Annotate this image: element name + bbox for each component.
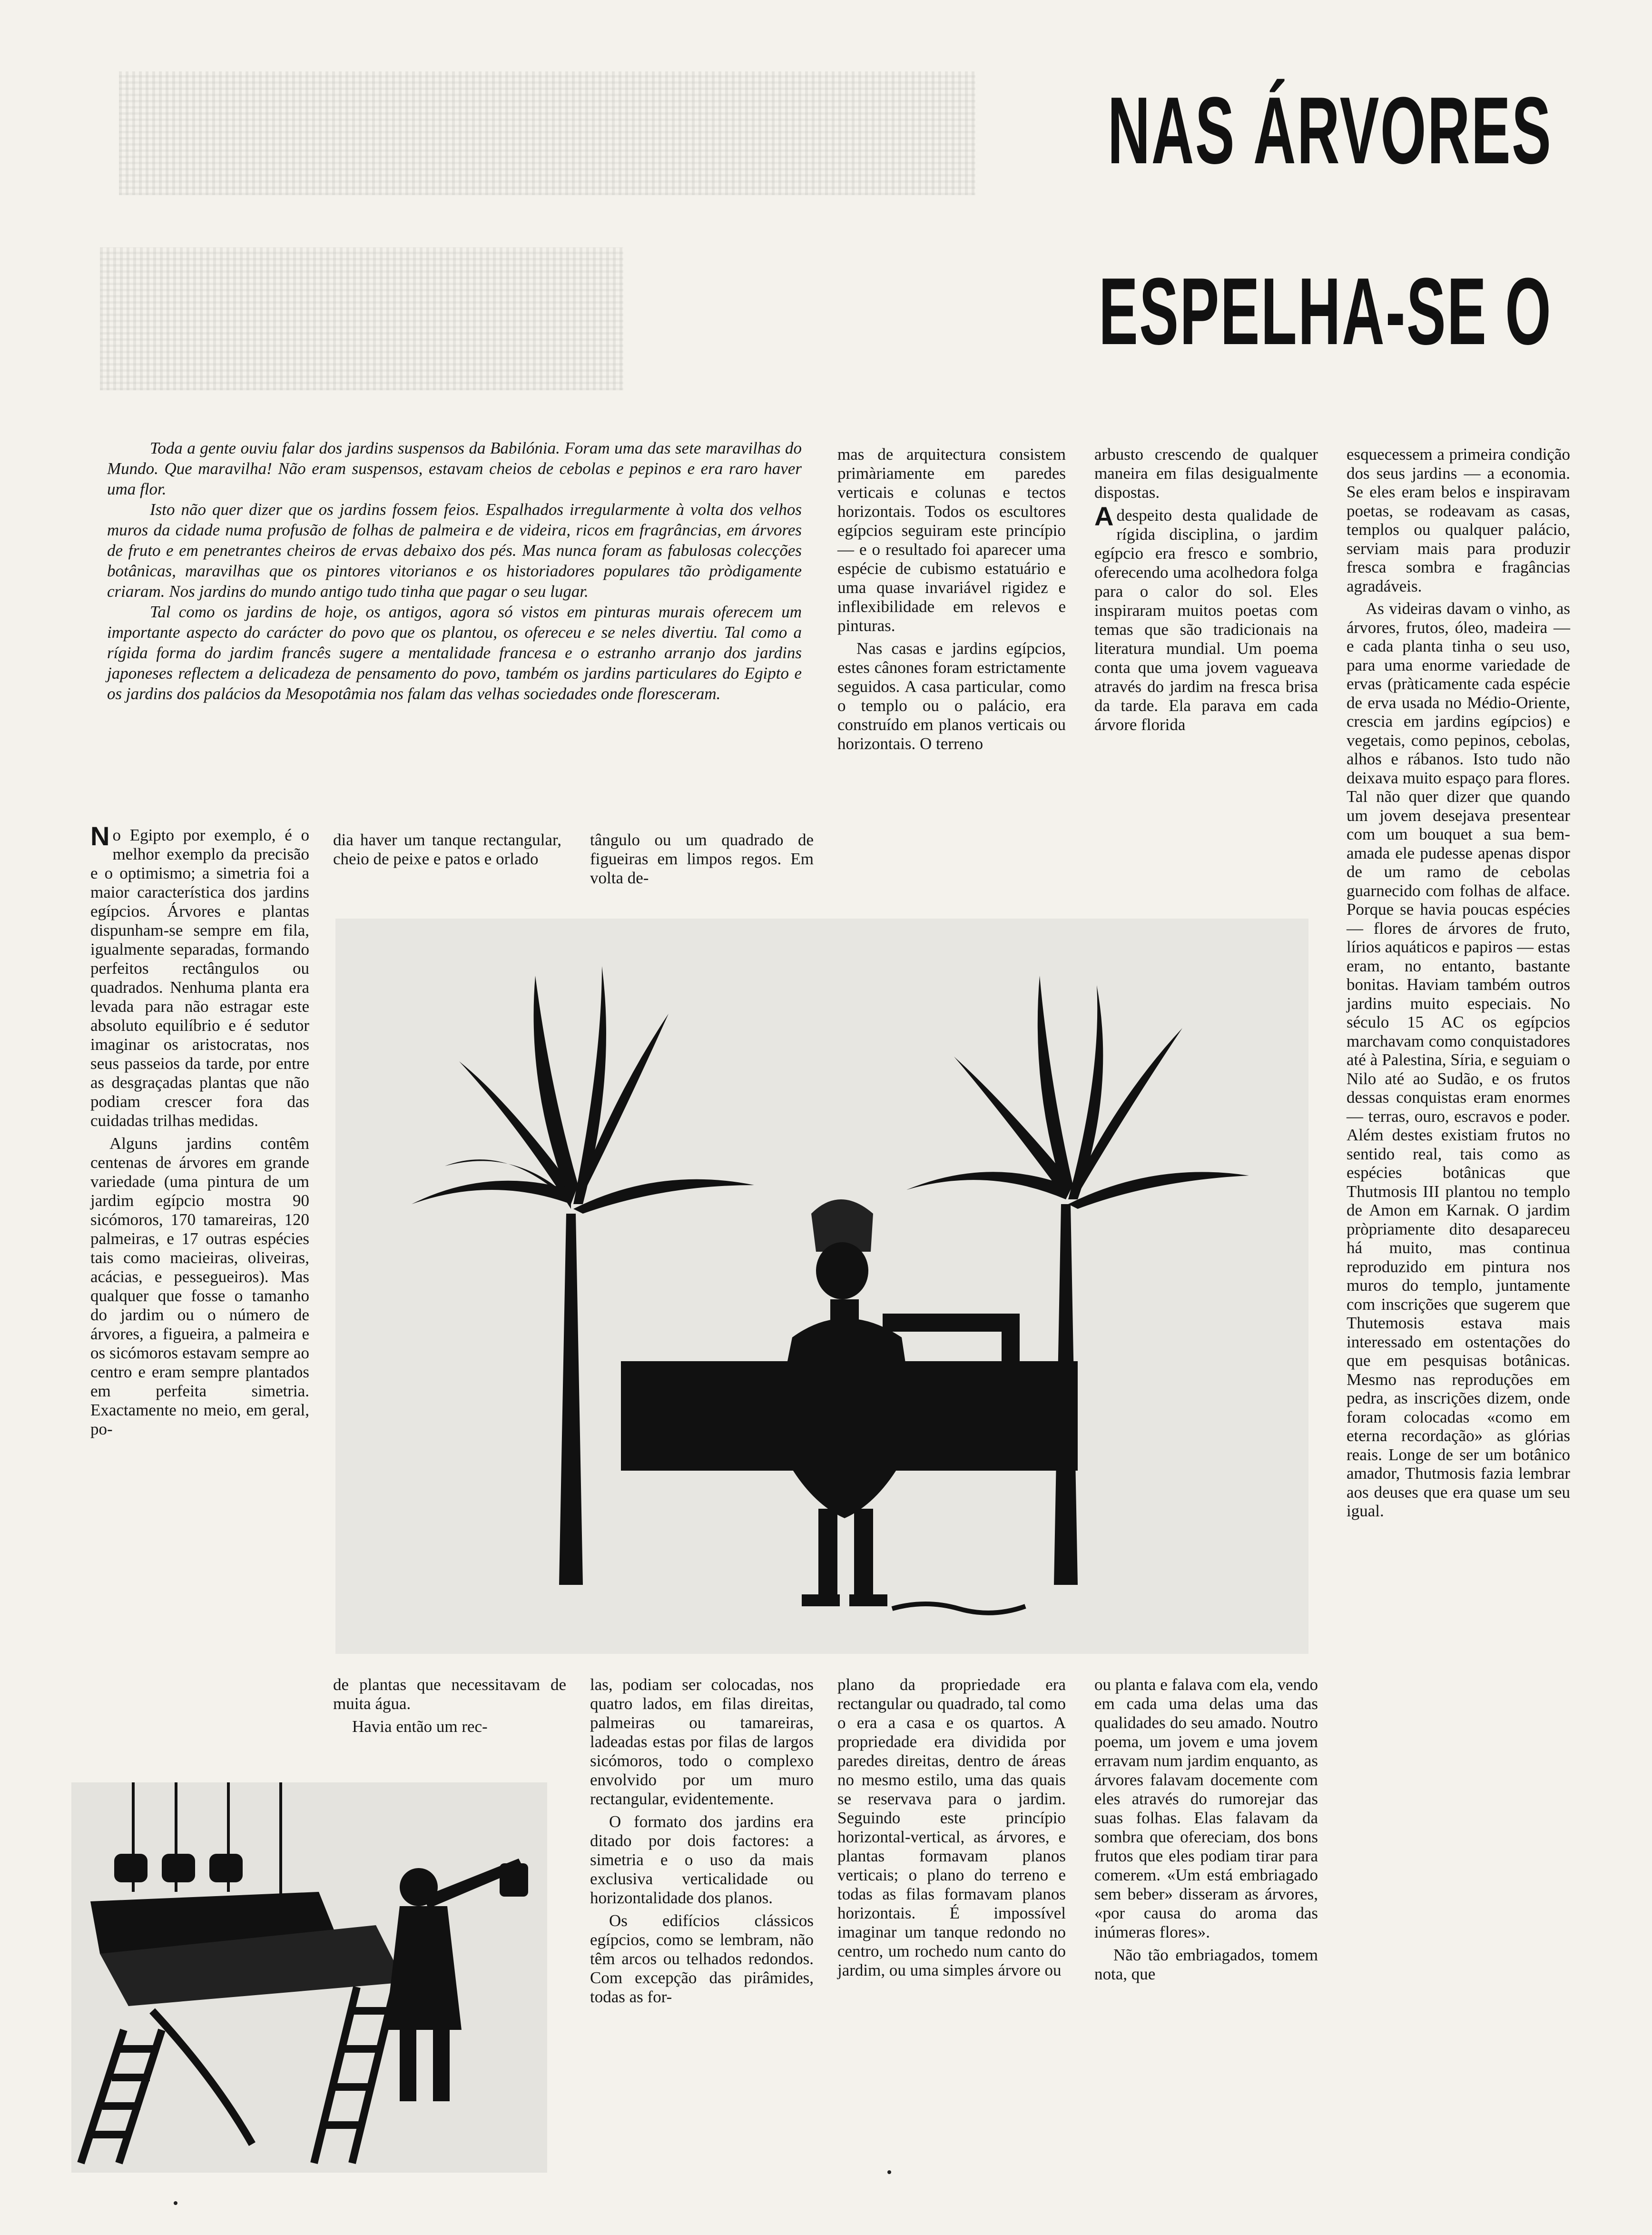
print-speck <box>887 2170 891 2174</box>
intro-paragraph: Isto não quer dizer que os jardins fossem feios. Espalhados irregularmente à volta dos velhos muros da cidade numa profusão de folhas de palmeira e de videira, ricos em fragrâncias, em árvores de fruto e em penetrantes cheiros de ervas debaixo dos pés. Mas nunca foram as fabulosas colecções botânicas, maravilhas que os pintores vitorianos e os historiadores populares tão pròdigamente criaram. Nos jardins do mundo antigo tudo tinha que pagar o seu lugar. <box>107 500 802 601</box>
body-paragraph: de plantas que necessitavam de muita água. <box>333 1675 566 1713</box>
column-3-bottom <box>590 1675 814 2010</box>
column-1 <box>90 821 309 1443</box>
body-paragraph: Não tão embriagados, tomem nota, que <box>1094 1946 1318 1983</box>
column-3-top <box>590 831 814 891</box>
body-paragraph: tângulo ou um quadrado de figueiras em limpos regos. Em volta de- <box>590 831 814 887</box>
column-6 <box>1347 445 1570 1524</box>
body-paragraph: As videiras davam o vinho, as árvores, frutos, óleo, madeira — e cada planta tinha o seu uso, para uma enorme variedade de ervas (pràticamente cada espécie de erva usada no Médio-Oriente, crescia em jardins egípcios) e vegetais, como pepinos, cebolas, alhos e rábanos. Isto tudo não deixava muito espaço para flores. Tal não quer dizer que quando um jovem desejava presentear com um bouquet a sua bem-amada ele pudesse apenas dispor de um ramo de cebolas guarnecido com folhas de alface. Porque se havia poucas espécies — flores de árvores de fruto, lírios aquáticos e papiros — estas eram, no entanto, bastante bonitas. Haviam também outros jardins muito especiais. No século 15 AC os egípcios marchavam como conquistadores até à Palestina, Síria, e seguiam o Nilo até ao Sudão, e os frutos dessas conquistas eram enormes — terras, ouro, escravos e poder. Além destes existiam frutos no sentido real, tais como as espécies botânicas que Thutmosis III plantou no templo de Amon em Karnak. O jardim pròpriamente dito desapareceu há muito, mas continua reproduzido em pintura nos muros do templo, juntamente com inscrições que sugerem que Thutemosis estava mais interessado em ostentações do que em pesquisas botânicas. Mesmo nas reproduções em pedra, as inscrições dizem, onde foram colocadas «como em eterna recordação» as glórias reais. Longe de ser um botânico amador, Thutmosis fazia lembrar aos deuses que era quase um seu igual. <box>1347 599 1570 1520</box>
column-5-top <box>1094 445 1318 738</box>
intro-text <box>107 438 802 704</box>
body-paragraph: Alguns jardins contêm centenas de árvores em grande variedade (uma pintura de um jardim egípcio mostra 90 sicómoros, 170 tamareiras, 120 palmeiras, e 17 outras espécies tais como macieiras, oliveiras, acácias, e pessegueiros). Mas qualquer que fosse o tamanho do jardim ou o número de árvores, a figueira, a palmeira e os sicómoros estavam sempre ao centro e eram sempre plantados em perfeita simetria. Exactamente no meio, em geral, po- <box>90 1134 309 1438</box>
body-paragraph: las, podiam ser colocadas, nos quatro lados, em filas direitas, palmeiras ou tamareiras, ladeadas estas por filas de largos sicómoros, todo o complexo envolvido por um muro rectangular, evidentemente. <box>590 1675 814 1808</box>
column-2-bottom <box>333 1675 566 1740</box>
body-paragraph: Os edifícios clássicos egípcios, como se lembram, não têm arcos ou telhados redondos. Com excepção das pirâmides, todas as for- <box>590 1911 814 2006</box>
body-paragraph: ou planta e falava com ela, vendo em cada uma delas uma das qualidades do seu amado. Noutro poema, um jovem e uma jovem erravam num jardim enquanto, as árvores falavam docemente com eles através do rumorejar das suas folhas. Elas falavam da sombra que ofereciam, dos bons frutos que eles podiam tirar para comerem. «Um está embriagado sem beber» disseram as árvores, «por causa do aroma das inúmeras flores». <box>1094 1675 1318 1941</box>
column-5-bottom <box>1094 1675 1318 1988</box>
intro-paragraph: Toda a gente ouviu falar dos jardins suspensos da Babilónia. Foram uma das sete maravilhas do Mundo. Que maravilha! Não eram suspensos, estavam cheios de cebolas e pepinos e era raro haver uma flor. <box>107 439 802 498</box>
body-paragraph: Havia então um rec- <box>352 1717 488 1736</box>
body-paragraph: Nas casas e jardins egípcios, estes cânones foram estrictamente seguidos. A casa particular, como o templo ou o palácio, era construído em planos verticais ou horizontais. O terreno <box>837 639 1066 753</box>
main-illustration <box>335 919 1308 1654</box>
column-4-bottom <box>837 1675 1066 1984</box>
palm-trees-gardener-image <box>335 919 1308 1654</box>
headline-line-1: NAS ÁRVORES <box>1107 78 1552 184</box>
body-paragraph: No Egipto por exemplo, é o melhor exemplo da precisão e o optimismo; a simetria foi a maior característica dos jardins egípcios. Árvores e plantas dispunham-se sempre em fila, igualmente separadas, formando perfeitos rectângulos ou quadrados. Nenhuma planta era levada para não estragar este absoluto equilíbrio e é sedutor imaginar os aristocratas, nos seus passeios da tarde, por entre as desgraçadas plantas que não podiam crescer fora das cuidadas trilhas medidas. <box>90 821 309 1130</box>
body-paragraph: mas de arquitectura consistem primàriamente em paredes verticais e colunas e tectos horizontais. Todos os escultores egípcios seguiram este princípio — e o resultado foi aparecer uma espécie de cubismo estatuário e uma quase invariável rigidez e inflexibilidade em relevos e pinturas. <box>837 445 1066 635</box>
print-speck <box>174 2201 177 2205</box>
body-paragraph: dia haver um tanque rectangular, cheio de peixe e patos e orlado <box>333 831 561 868</box>
body-paragraph: esquecessem a primeira condição dos seus jardins — a economia. Se eles eram belos e inspiravam poetas, se rodeavam as casas, templos ou qualquer palácio, serviam mais para produzir fresca sombra e fragâncias agradáveis. <box>1347 445 1570 595</box>
column-2-top <box>333 831 561 872</box>
bottom-left-illustration <box>71 1782 547 2173</box>
intro-paragraph: Tal como os jardins de hoje, os antigos, agora só vistos em pinturas murais oferecem um importante aspecto do carácter do povo que os plantou, os ofereceu e se neles divertiu. Tal como a rígida forma do jardim francês sugere a mentalidade francesa e o estranho arranjo dos jardins japoneses reflectem a delicadeza de pensamento do povo, também os jardins particulares do Egipto e os jardins dos palácios da Mesopotâmia nos falam das velhas sociedades onde floresceram. <box>107 603 802 703</box>
faded-header-texture <box>119 71 975 195</box>
body-paragraph: O formato dos jardins era ditado por dois factores: a simetria e o uso da mais exclusiva verticalidade ou horizontalidade dos planos. <box>590 1812 814 1907</box>
body-paragraph: arbusto crescendo de qualquer maneira em filas desigualmente dispostas. <box>1094 445 1318 502</box>
faded-subheader-texture <box>100 247 623 390</box>
shaduf-water-lifter-image <box>71 1782 547 2173</box>
body-paragraph: plano da propriedade era rectangular ou quadrado, tal como o era a casa e os quartos. A propriedade era dividida por paredes direitas, dentro de áreas no mesmo estilo, uma das quais se reservava para o jardim. Seguindo este princípio horizontal-vertical, as árvores, e plantas formavam planos verticais; o plano do terreno e todas as filas formavam planos horizontais. É impossível imaginar um tanque redondo no centro, um rochedo num canto do jardim, ou uma simples árvore ou <box>837 1675 1066 1979</box>
body-paragraph: Adespeito desta qualidade de rígida disciplina, o jardim egípcio era fresco e sombrio, oferecendo uma acolhedora folga para o calor do sol. Eles inspiraram muitos poetas com temas que são tradicionais na literatura mundial. Um poema conta que uma jovem vagueava através do jardim na fresca brisa da tarde. Ela parava em cada árvore florida <box>1094 501 1318 734</box>
column-4-top <box>837 445 1066 757</box>
headline-line-2: ESPELHA-SE O <box>1098 258 1552 365</box>
